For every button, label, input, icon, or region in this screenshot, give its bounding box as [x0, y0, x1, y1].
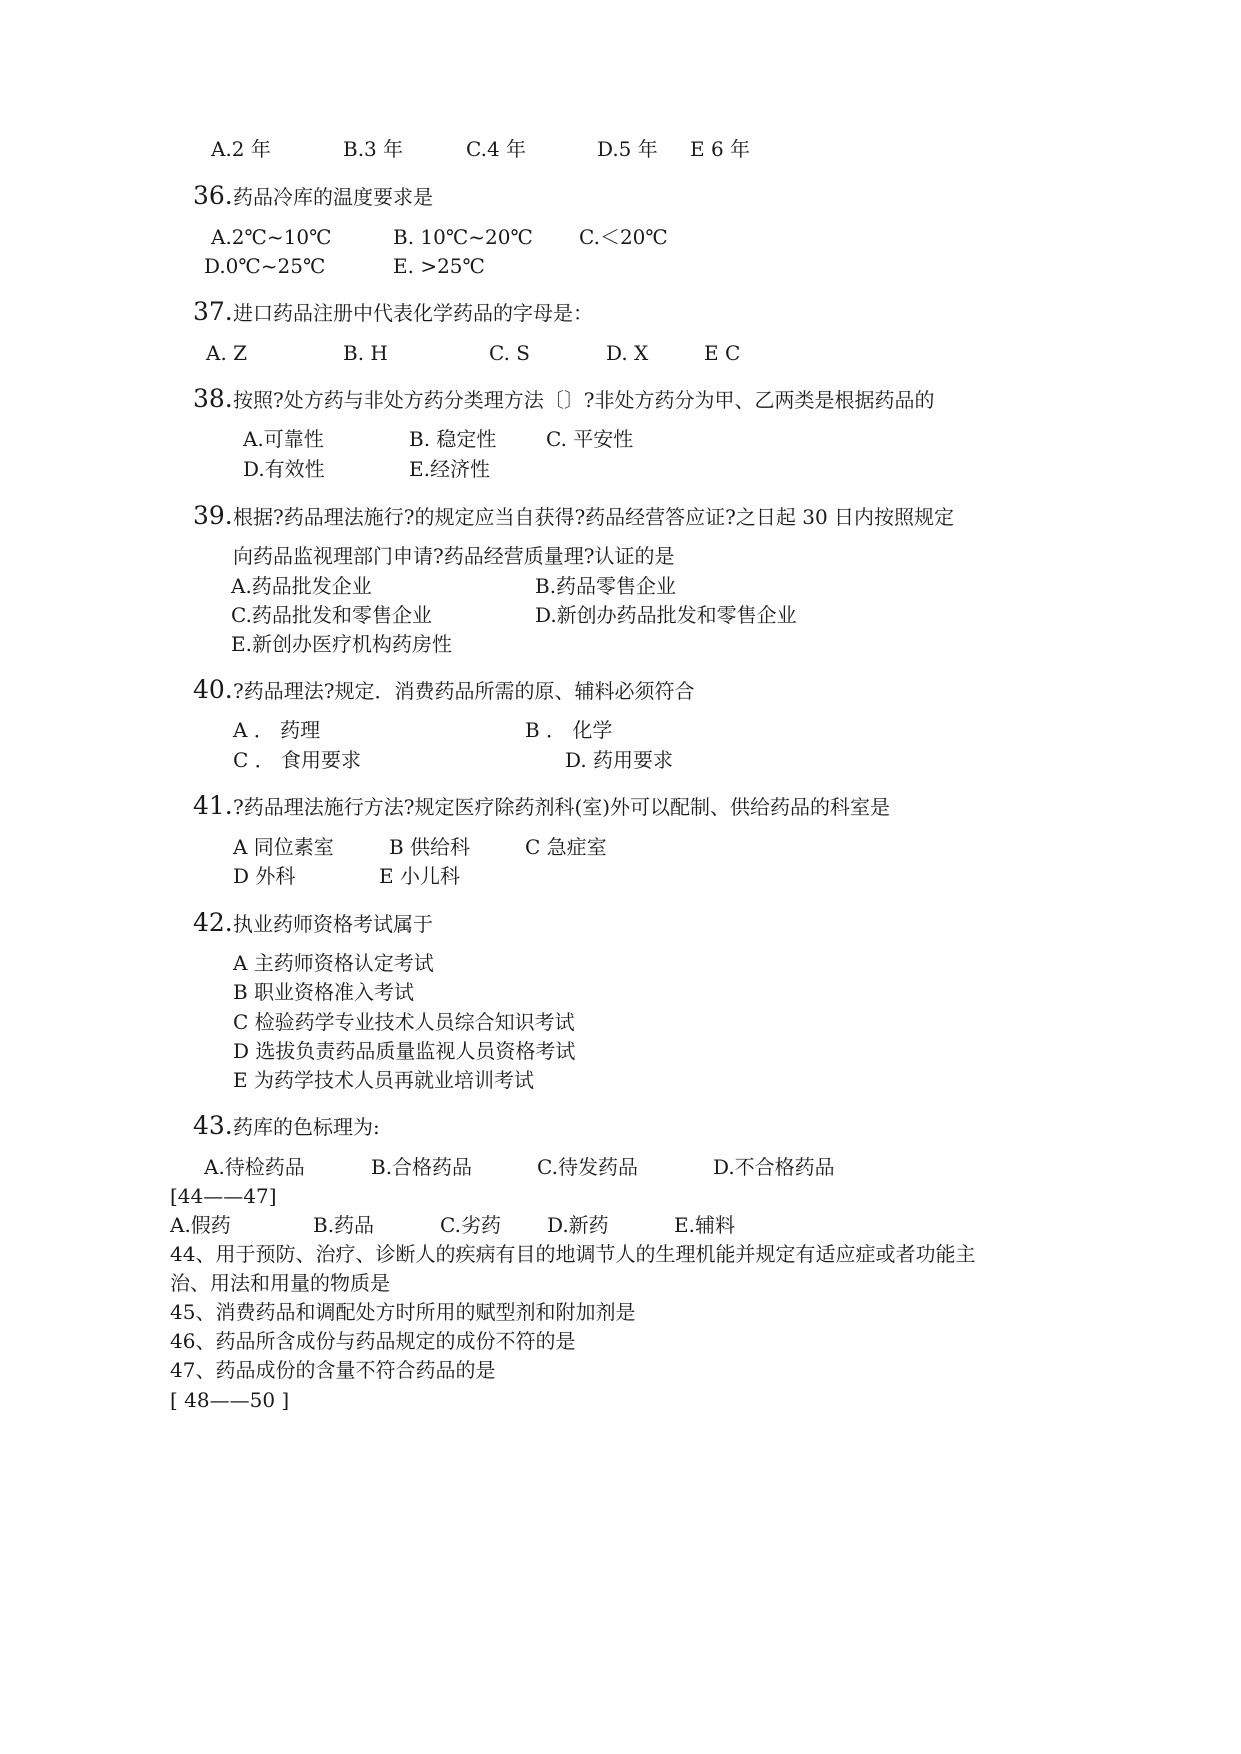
question-number: 43. [193, 1111, 233, 1140]
question-number: 38. [193, 384, 233, 413]
option-b: B.3 年 [343, 137, 404, 161]
option-a: A ． 药理 [233, 718, 321, 742]
option-c: C 急症室 [525, 835, 607, 859]
option-e: E.辅料 [674, 1213, 735, 1237]
option-d: D. 药用要求 [565, 748, 674, 772]
option-b: B. H [343, 341, 388, 365]
option-a: A.假药 [170, 1213, 231, 1237]
option-d: D.有效性 [243, 457, 325, 481]
option-e: E C [704, 341, 741, 365]
group-header: [ 48——50 ] [170, 1388, 290, 1412]
question-44-text-continued: 治、用法和用量的物质是 [170, 1271, 390, 1295]
option-c: C.＜20℃ [579, 225, 668, 249]
option-b: B 供给科 [389, 835, 471, 859]
option-d: D.0℃~25℃ [204, 254, 326, 278]
question-44-text: 44、用于预防、治疗、诊断人的疾病有目的地调节人的生理机能并规定有适应症或者功能主 [170, 1242, 976, 1266]
option-d: D 选拔负责药品质量监视人员资格考试 [233, 1039, 576, 1063]
question-text: 药库的色标理为: [233, 1115, 380, 1139]
option-d: D.新药 [547, 1213, 609, 1237]
question-text: 按照?处方药与非处方药分类理方法〔〕?非处方药分为甲、乙两类是根据药品的 [233, 388, 935, 412]
question-number: 40. [193, 675, 233, 704]
option-d: D 外科 [233, 864, 296, 888]
question-text: ?药品理法施行方法?规定医疗除药剂科(室)外可以配制、供给药品的科室是 [233, 795, 891, 819]
option-c: C. 平安性 [546, 427, 634, 451]
question-text: ?药品理法?规定．消费药品所需的原、辅料必须符合 [233, 679, 695, 703]
option-a: A 同位素室 [233, 835, 334, 859]
option-b: B. 稳定性 [409, 427, 497, 451]
option-a: A 主药师资格认定考试 [233, 951, 434, 975]
question-text: 执业药师资格考试属于 [233, 912, 433, 936]
option-e: E 小儿科 [379, 864, 460, 888]
question-45-text: 45、消费药品和调配处方时所用的赋型剂和附加剂是 [170, 1300, 636, 1324]
question-47-text: 47、药品成份的含量不符合药品的是 [170, 1358, 496, 1382]
option-c: C.4 年 [466, 137, 527, 161]
option-e: E 为药学技术人员再就业培训考试 [233, 1068, 534, 1092]
option-b: B 职业资格准入考试 [233, 980, 415, 1004]
question-text: 根据?药品理法施行?的规定应当自获得?药品经营答应证?之日起 30 日内按照规定 [233, 505, 955, 529]
option-c: C 检验药学专业技术人员综合知识考试 [233, 1010, 575, 1034]
option-a: A.可靠性 [243, 427, 324, 451]
option-c: C ． 食用要求 [233, 748, 362, 772]
option-b: B.药品 [313, 1213, 375, 1237]
option-a: A. Z [206, 341, 248, 365]
option-e: E 6 年 [690, 137, 751, 161]
option-c: C.劣药 [440, 1213, 501, 1237]
option-b: B.合格药品 [371, 1155, 473, 1179]
question-number: 41. [193, 791, 233, 820]
question-number: 39. [193, 501, 233, 530]
option-c: C.药品批发和零售企业 [231, 603, 432, 627]
question-number: 42. [193, 908, 233, 937]
option-b: B. 10℃~20℃ [393, 225, 533, 249]
option-c: C.待发药品 [537, 1155, 638, 1179]
option-b: B.药品零售企业 [535, 574, 677, 598]
option-d: D.不合格药品 [713, 1155, 835, 1179]
option-c: C. S [489, 341, 531, 365]
option-b: B ． 化学 [525, 718, 613, 742]
option-a: A.2 年 [211, 137, 271, 161]
option-e: E.经济性 [409, 457, 490, 481]
question-text-continued: 向药品监视理部门申请?药品经营质量理?认证的是 [233, 544, 675, 568]
option-d: D.5 年 [597, 137, 658, 161]
option-e: E.新创办医疗机构药房性 [231, 632, 452, 656]
option-e: E. >25℃ [393, 254, 485, 278]
option-a: A.2℃~10℃ [211, 225, 332, 249]
group-header: [44——47] [170, 1184, 277, 1208]
question-number: 36. [193, 181, 233, 210]
question-text: 进口药品注册中代表化学药品的字母是： [233, 301, 593, 325]
option-d: D. X [606, 341, 649, 365]
question-text: 药品冷库的温度要求是 [233, 185, 433, 209]
question-number: 37. [193, 297, 233, 326]
question-46-text: 46、药品所含成份与药品规定的成份不符的是 [170, 1329, 576, 1353]
option-d: D.新创办药品批发和零售企业 [535, 603, 797, 627]
option-a: A.待检药品 [204, 1155, 305, 1179]
option-a: A.药品批发企业 [231, 574, 372, 598]
